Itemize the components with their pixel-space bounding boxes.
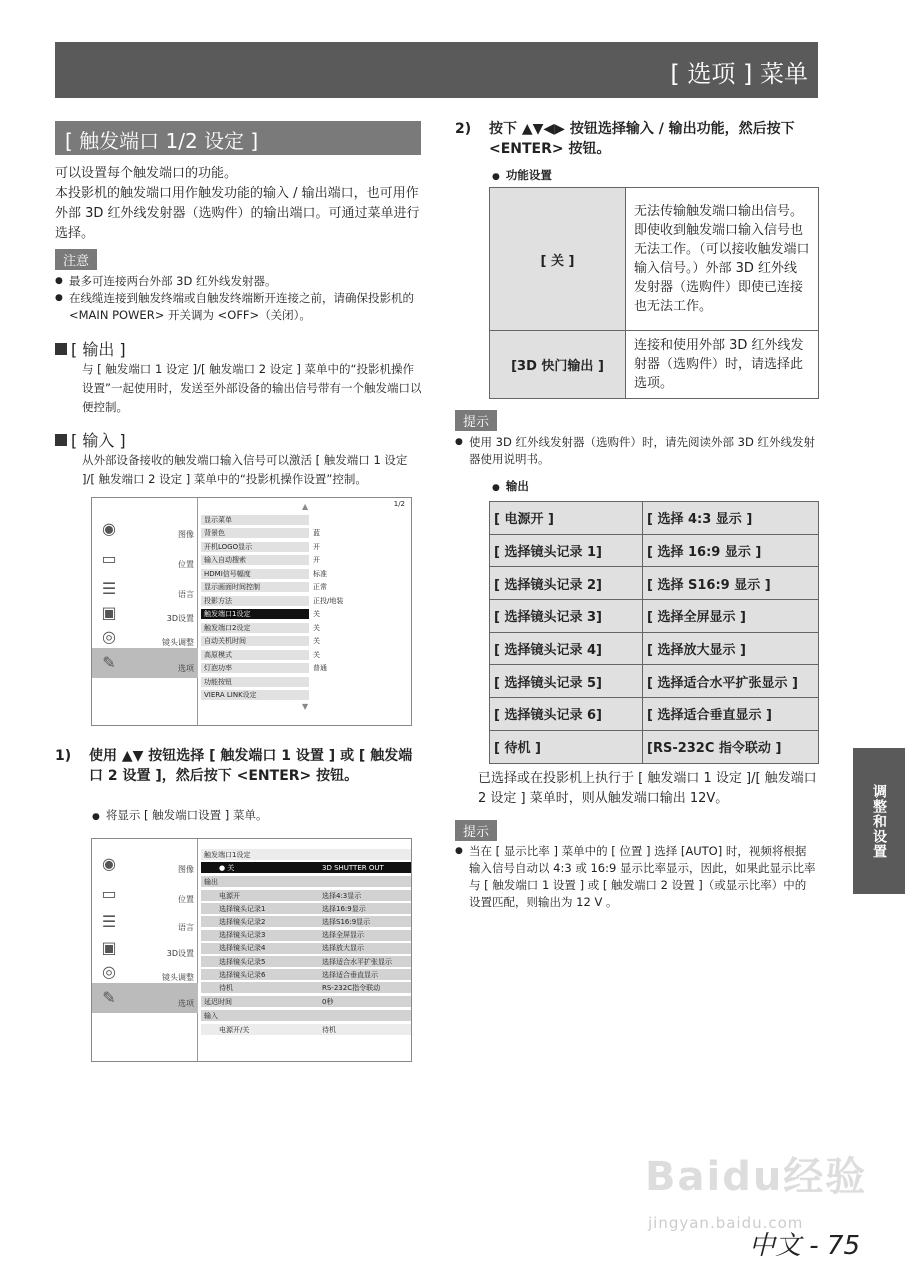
output-option-left: 待机 [219,983,233,992]
menu-item-image: ◉ 图像 [92,849,198,879]
note-item: ● 在线缆连接到触发终端或自触发终端断开连接之前，请确保投影机的 <MAIN POWER> 开关调为 <OFF>（关闭）。 [55,290,421,324]
output-option-right: 选择放大显示 [322,944,364,953]
menu-row-value [309,690,411,700]
menu-row-label: 功能按钮 [201,677,309,687]
output-cell-left: [ 待机 ] [490,730,643,763]
output-cell-right: [ 选择 S16:9 显示 ] [643,567,819,600]
intro-line: 本投影机的触发端口用作触发功能的输入 / 输出端口，也可用作外部 3D 红外线发射器（选购件）的输出端口。可通过菜单进行选择。 [55,186,420,241]
table-row [490,665,819,698]
image-icon: ◉ [102,518,116,538]
menu-row[interactable] [201,609,411,620]
output-option-right: 选择全屏显示 [322,931,364,940]
step-2: 2) 按下 ▲▼◀▶ 按钮选择输入 / 输出功能，然后按下 <ENTER> 按钮。 [455,121,795,157]
table-row [490,730,819,763]
menu-left-column [92,498,198,725]
menu-row-label: 灯泡功率 [201,663,309,673]
output-note: 已选择或在投影机上执行于 [ 触发端口 1 设定 ]/[ 触发端口 2 设定 ] 菜单时，则从触发端口输出 12V。 [478,771,817,806]
square-bullet-icon [55,343,67,355]
output-option-row[interactable] [201,930,411,941]
hint-list [455,843,817,911]
output-cell-right: [ 选择全屏显示 ] [643,600,819,633]
menu-item-option: ✎ 选项 [92,983,198,1013]
hint-item: ● 使用 3D 红外线发射器（选购件）时，请先阅读外部 3D 红外线发射器使用说明书。 [455,434,815,468]
note-list [55,273,421,324]
output-option-right: 选择4:3显示 [322,891,362,900]
monitor-icon: ▭ [101,883,117,903]
output-cell-right: [ 选择适合垂直显示 ] [643,698,819,731]
menu-row-label: 触发端口1设定 [201,609,309,619]
menu-row-label: HDMI信号幅度 [201,569,309,579]
func-key: [3D 快门输出 ] [490,331,626,399]
output-option-left: 选择镜头记录5 [219,957,266,966]
output-cell-left: [ 选择镜头记录 1] [490,534,643,567]
page-indicator: 1/2 [393,500,405,508]
output-cell-right: [ 选择 16:9 显示 ] [643,534,819,567]
step-1-bullet: ● 将显示 [ 触发端口设置 ] 菜单。 [92,807,267,826]
output-heading: [ 输出 ] [55,337,126,360]
s2-output-label: 输出 [201,876,411,887]
menu-row-value: 普通 [313,664,327,672]
output-cell-left: [ 选择镜头记录 4] [490,632,643,665]
monitor-icon: ▭ [101,548,117,568]
output-table [489,501,819,764]
menu-left-column [92,839,198,1061]
menu-item-image: ◉ 图像 [92,514,198,544]
output-option-left: 选择镜头记录6 [219,970,266,979]
output-cell-right: [ 选择放大显示 ] [643,632,819,665]
output-cell-left: [ 选择镜头记录 5] [490,665,643,698]
menu-row[interactable] [201,582,411,593]
menu-row-value: 关 [313,623,320,632]
step-1: 1) 使用 ▲▼ 按钮选择 [ 触发端口 1 设置 ] 或 [ 触发端口 2 设置 ]，然后按下 <ENTER> 按钮。 [55,748,413,784]
menu-row-value: 正投/地装 [313,596,344,605]
output-option-left: 选择镜头记录3 [219,931,266,940]
header-title: [ 选项 ] 菜单 [670,60,808,88]
menu-row-label: 显示菜单 [201,515,309,525]
menu-item-option: ✎ 选项 [92,648,198,678]
menu-row-value: 关 [313,637,320,645]
menu-row-value: 开 [313,556,320,564]
output-cell-left: [ 选择镜头记录 6] [490,698,643,731]
menu-row-label: 显示画面时间控制 [201,582,309,592]
menu-row-label: 高原模式 [201,650,309,660]
hint-label: 提示 [455,410,497,431]
wrench-icon: ✎ [102,987,116,1007]
menu-item-language: ☰ 语言 [92,574,198,604]
s2-selected-row: ● 关 3D SHUTTER OUT [201,862,411,873]
square-bullet-icon [55,434,67,446]
menu-row[interactable] [201,568,411,579]
output-option-row[interactable] [201,956,411,967]
image-icon: ◉ [102,853,116,873]
menu-row-value: 蓝 [313,529,320,537]
output-cell-right: [ 选择适合水平扩张显示 ] [643,665,819,698]
menu-row-label: 开机LOGO显示 [201,542,309,552]
output-cell-right: [RS-232C 指令联动 ] [643,730,819,763]
output-option-row[interactable] [201,982,411,993]
output-cell-right: [ 选择 4:3 显示 ] [643,502,819,535]
input-heading: [ 输入 ] [55,428,126,451]
menu-row[interactable] [201,514,411,525]
menu-row[interactable] [201,663,411,674]
output-option-row[interactable] [201,943,411,954]
output-option-right: 选择适合水平扩张显示 [322,957,392,966]
func-settings-heading: ● 功能设置 [492,167,552,186]
output-option-left: 选择镜头记录2 [219,917,266,926]
table-row [490,331,819,399]
menu-row-value [309,677,411,687]
watermark-url: jingyan.baidu.com [648,1214,804,1232]
menu-row-label: 背景色 [201,528,309,538]
section-title: [ 触发端口 1/2 设定 ] [55,121,421,155]
output-cell-left: [ 选择镜头记录 3] [490,600,643,633]
menu-row[interactable] [201,528,411,539]
s2-title-row: 触发端口1设定 [201,849,411,860]
menu-row[interactable] [201,555,411,566]
menu-row-value: 标准 [313,569,327,578]
menu-row[interactable] [201,676,411,687]
menu-item-3d: ▣ 3D设置 [92,933,198,963]
menu-row-value [309,515,411,525]
output-option-row[interactable] [201,916,411,927]
table-row [490,698,819,731]
watermark-logo: Baidu经验 [645,1154,868,1200]
output-option-right: 选择适合垂直显示 [322,970,378,979]
hint-item: ● 当在 [ 显示比率 ] 菜单中的 [ 位置 ] 选择 [AUTO] 时，视频将根据输入信号自动以 4:3 或 16:9 显示比率显示，因此，如果此显示比率与 [ 触发端口 1 设置 ] 或 [ 触发端口 2 设置 ]（或显示比率）中的设置匹配，则输出为 12 V 。 [455,843,817,911]
menu-row-label: 触发端口2设定 [201,623,309,633]
output-option-row[interactable] [201,903,411,914]
menu-row[interactable] [201,595,411,606]
menu-row[interactable] [201,649,411,660]
output-cell-left: [ 电源开 ] [490,502,643,535]
output-option-left: 电源开 [219,891,240,900]
output-option-row[interactable] [201,890,411,901]
output-option-row[interactable] [201,969,411,980]
table-row [490,567,819,600]
menu-row[interactable] [201,622,411,633]
menu-item-lens: ◎ 镜头调整 [92,957,198,987]
menu-item-position: ▭ 位置 [92,879,198,909]
menu-row-label: 自动关机时间 [201,636,309,646]
intro-text [55,164,421,244]
3d-icon: ▣ [101,937,117,957]
menu-row-label: 投影方法 [201,596,309,606]
output-option-right: 选择16:9显示 [322,904,366,913]
func-value: 连接和使用外部 3D 红外线发射器（选购件）时，请选择此选项。 [626,331,819,399]
menu-screenshot-2 [91,838,412,1062]
menu-row-label: 输入自动搜索 [201,555,309,565]
language-icon: ☰ [101,911,117,931]
menu-row-value: 开 [313,542,320,551]
menu-row-label: VIERA LINK设定 [201,690,309,700]
func-settings-table [489,187,819,399]
note-item: ● 最多可连接两台外部 3D 红外线发射器。 [55,273,421,290]
table-row [490,534,819,567]
menu-row[interactable] [201,690,411,701]
table-row [490,632,819,665]
output-cell-left: [ 选择镜头记录 2] [490,567,643,600]
header-bar [55,42,818,98]
menu-item-position: ▭ 位置 [92,544,198,574]
side-tab: 调整和设置 [853,748,905,894]
s2-delay-row: 延迟时间 0秒 [201,996,411,1007]
menu-screenshot-1 [91,497,412,726]
intro-line: 可以设置每个触发端口的功能。 [55,166,238,181]
output-option-right: RS-232C指令联动 [322,983,381,992]
output-text: 与 [ 触发端口 1 设定 ]/[ 触发端口 2 设定 ] 菜单中的“投影机操作设置”一起使用时，发送至外部设备的输出信号带有一个触发端口以便控制。 [82,362,422,414]
table-row [490,600,819,633]
func-value: 无法传输触发端口输出信号。即使收到触发端口输入信号也无法工作。（可以接收触发端口输入信号。）外部 3D 红外线发射器（选购件）即使已连接也无法工作。 [626,188,819,331]
func-key: [ 关 ] [490,188,626,331]
menu-row-value: 正常 [313,583,327,591]
3d-icon: ▣ [101,602,117,622]
output-table-heading: ● 输出 [492,478,529,497]
note-label: 注意 [55,249,97,270]
output-option-left: 选择镜头记录1 [219,904,266,913]
table-row [490,502,819,535]
menu-row-value: 关 [313,610,320,618]
output-option-right: 选择S16:9显示 [322,917,371,926]
scroll-down-icon: ▼ [302,702,309,711]
hint-label: 提示 [455,820,497,841]
menu-row[interactable] [201,541,411,552]
input-text: 从外部设备接收的触发端口输入信号可以激活 [ 触发端口 1 设定 ]/[ 触发端口 2 设定 ] 菜单中的“投影机操作设置”控制。 [82,453,408,486]
table-row [490,188,819,331]
language-icon: ☰ [101,578,117,598]
s2-input-label: 输入 [201,1010,411,1021]
menu-item-lens: ◎ 镜头调整 [92,622,198,652]
lens-icon: ◎ [102,961,116,981]
menu-item-language: ☰ 语言 [92,907,198,937]
wrench-icon: ✎ [102,652,116,672]
scroll-up-icon: ▲ [302,502,309,511]
output-option-left: 选择镜头记录4 [219,944,266,953]
menu-row[interactable] [201,636,411,647]
hint-list [455,434,815,468]
s2-input-row: 电源开/关 待机 [201,1024,411,1035]
menu-item-3d: ▣ 3D设置 [92,598,198,628]
page-number: 中文 - 75 [749,1231,860,1261]
menu-row-value: 关 [313,650,320,659]
lens-icon: ◎ [102,626,116,646]
